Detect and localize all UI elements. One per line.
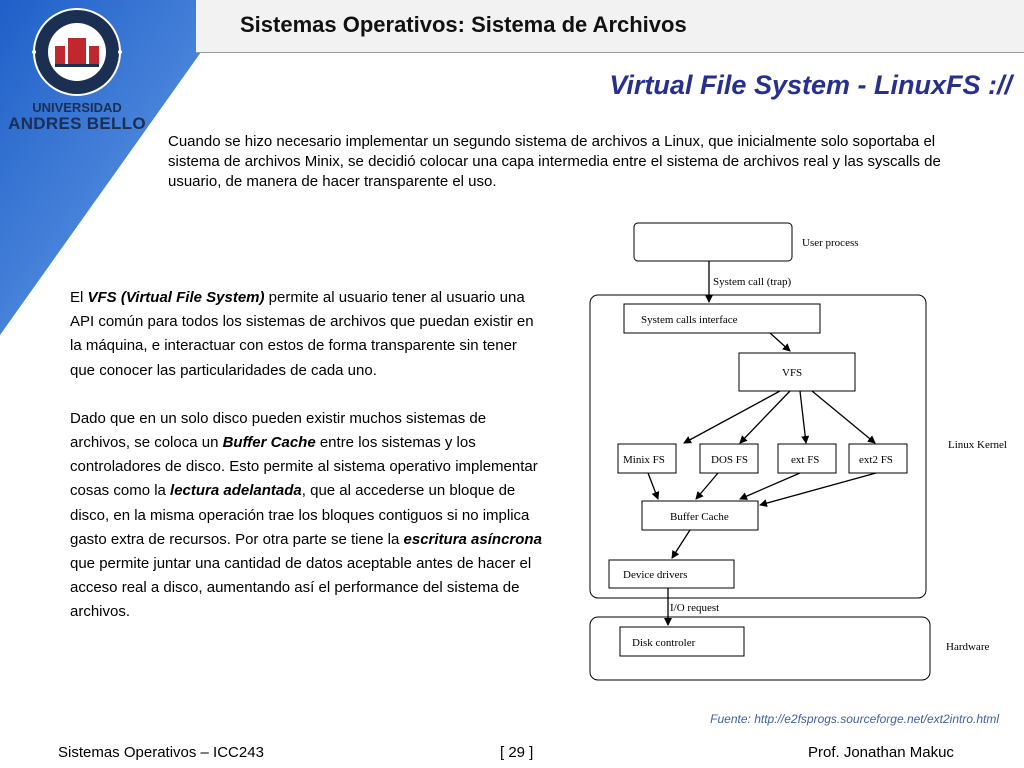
body-text: [70, 286, 542, 649]
page-title: Sistemas Operativos: Sistema de Archivos: [240, 12, 687, 37]
footer-author: Prof. Jonathan Makuc: [808, 744, 954, 761]
label-user-process: User process: [802, 237, 859, 249]
label-hardware: Hardware: [946, 641, 990, 653]
vfs-diagram: [580, 215, 1020, 690]
logo-text-line1: UNIVERSIDAD: [32, 100, 122, 115]
user-process-box: [634, 223, 792, 261]
label-minix-fs: Minix FS: [623, 454, 665, 466]
label-ext-fs: ext FS: [791, 454, 820, 466]
paragraph-vfs: El VFS (Virtual File System) permite al usuario tener al usuario una API común para todos los sistemas de archivos que puedan existir en la máquina, e interactuar con estos de forma transparente sin tener que conocer las particularidades de cada uno.: [70, 289, 534, 379]
slide-subtitle: Virtual File System - LinuxFS ://: [609, 70, 1012, 100]
source-citation: Fuente: http://e2fsprogs.sourceforge.net/ext2intro.html: [710, 712, 999, 726]
label-buffer-cache: Buffer Cache: [670, 511, 729, 523]
footer-course: Sistemas Operativos – ICC243: [58, 744, 264, 761]
label-syscalls-interface: System calls interface: [641, 314, 738, 326]
label-dos-fs: DOS FS: [711, 454, 748, 466]
label-ext2-fs: ext2 FS: [859, 454, 893, 466]
label-system-call: System call (trap): [713, 276, 792, 288]
logo-text-line2: ANDRES BELLO: [8, 114, 146, 133]
label-device-drivers: Device drivers: [623, 569, 688, 581]
paragraph-buffer-cache: Dado que en un solo disco pueden existir muchos sistemas de archivos, se coloca un Buffer Cache entre los sistemas y los controladores de disco. Esto permite al sistema operativo implementar cosas como la lectura adelantada, que al accederse un bloque de disco, en la misma operación trae los bloques contiguos si no implica gasto extra de recursos. Por otra parte se tiene la escritura asíncrona que permite juntar una cantidad de datos aceptable antes de hacer el acceso real a disco, aumentando así el performance del sistema de archivos.: [70, 409, 542, 621]
label-vfs: VFS: [782, 367, 803, 379]
label-disk-controler: Disk controler: [632, 637, 696, 649]
intro-paragraph: Cuando se hizo necesario implementar un segundo sistema de archivos a Linux, que inicialmente solo soportaba el sistema de archivos Minix, se decidió colocar una capa intermedia entre el sistema de archivos real y las syscalls de usuario, de manera de hacer transparente el uso.: [168, 133, 941, 190]
university-logo: [8, 6, 146, 106]
label-io-request: I/O request: [670, 602, 720, 614]
footer-page-number: [ 29 ]: [500, 744, 534, 761]
label-linux-kernel: Linux Kernel: [948, 439, 1007, 451]
